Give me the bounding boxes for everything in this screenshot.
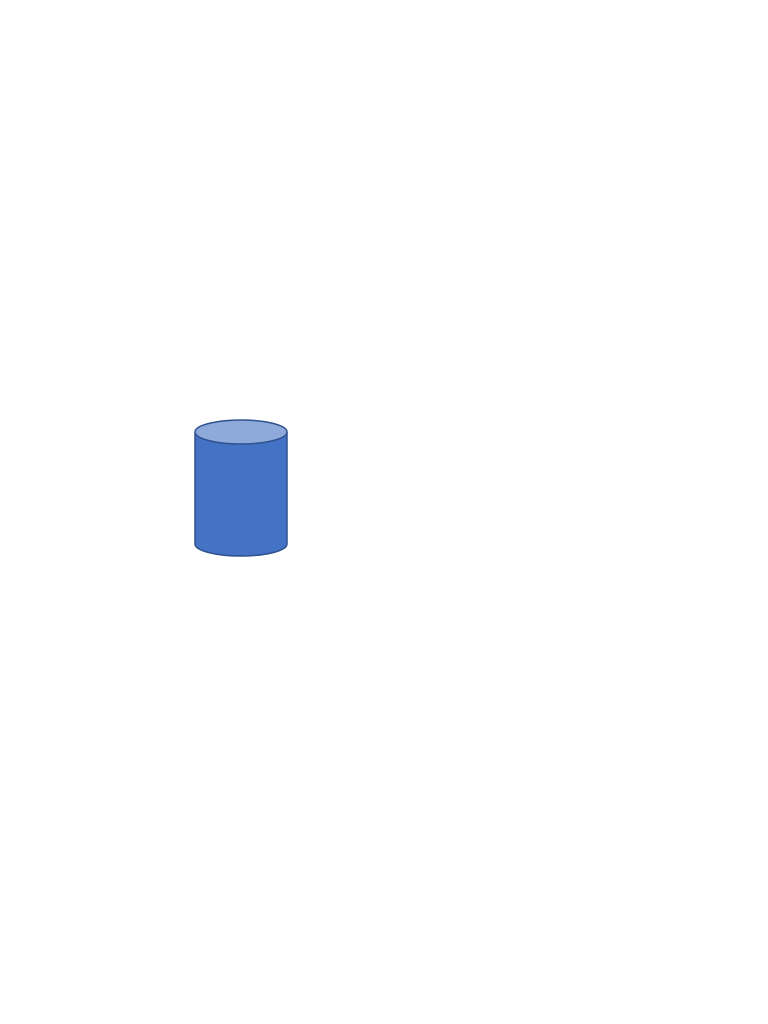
item-1-line-1 [136,212,678,230]
item-3-line-1 [136,569,678,587]
item-2-line-1 [136,356,678,374]
item-3-line-2 [136,587,678,605]
cylinder-illustration [190,416,294,562]
